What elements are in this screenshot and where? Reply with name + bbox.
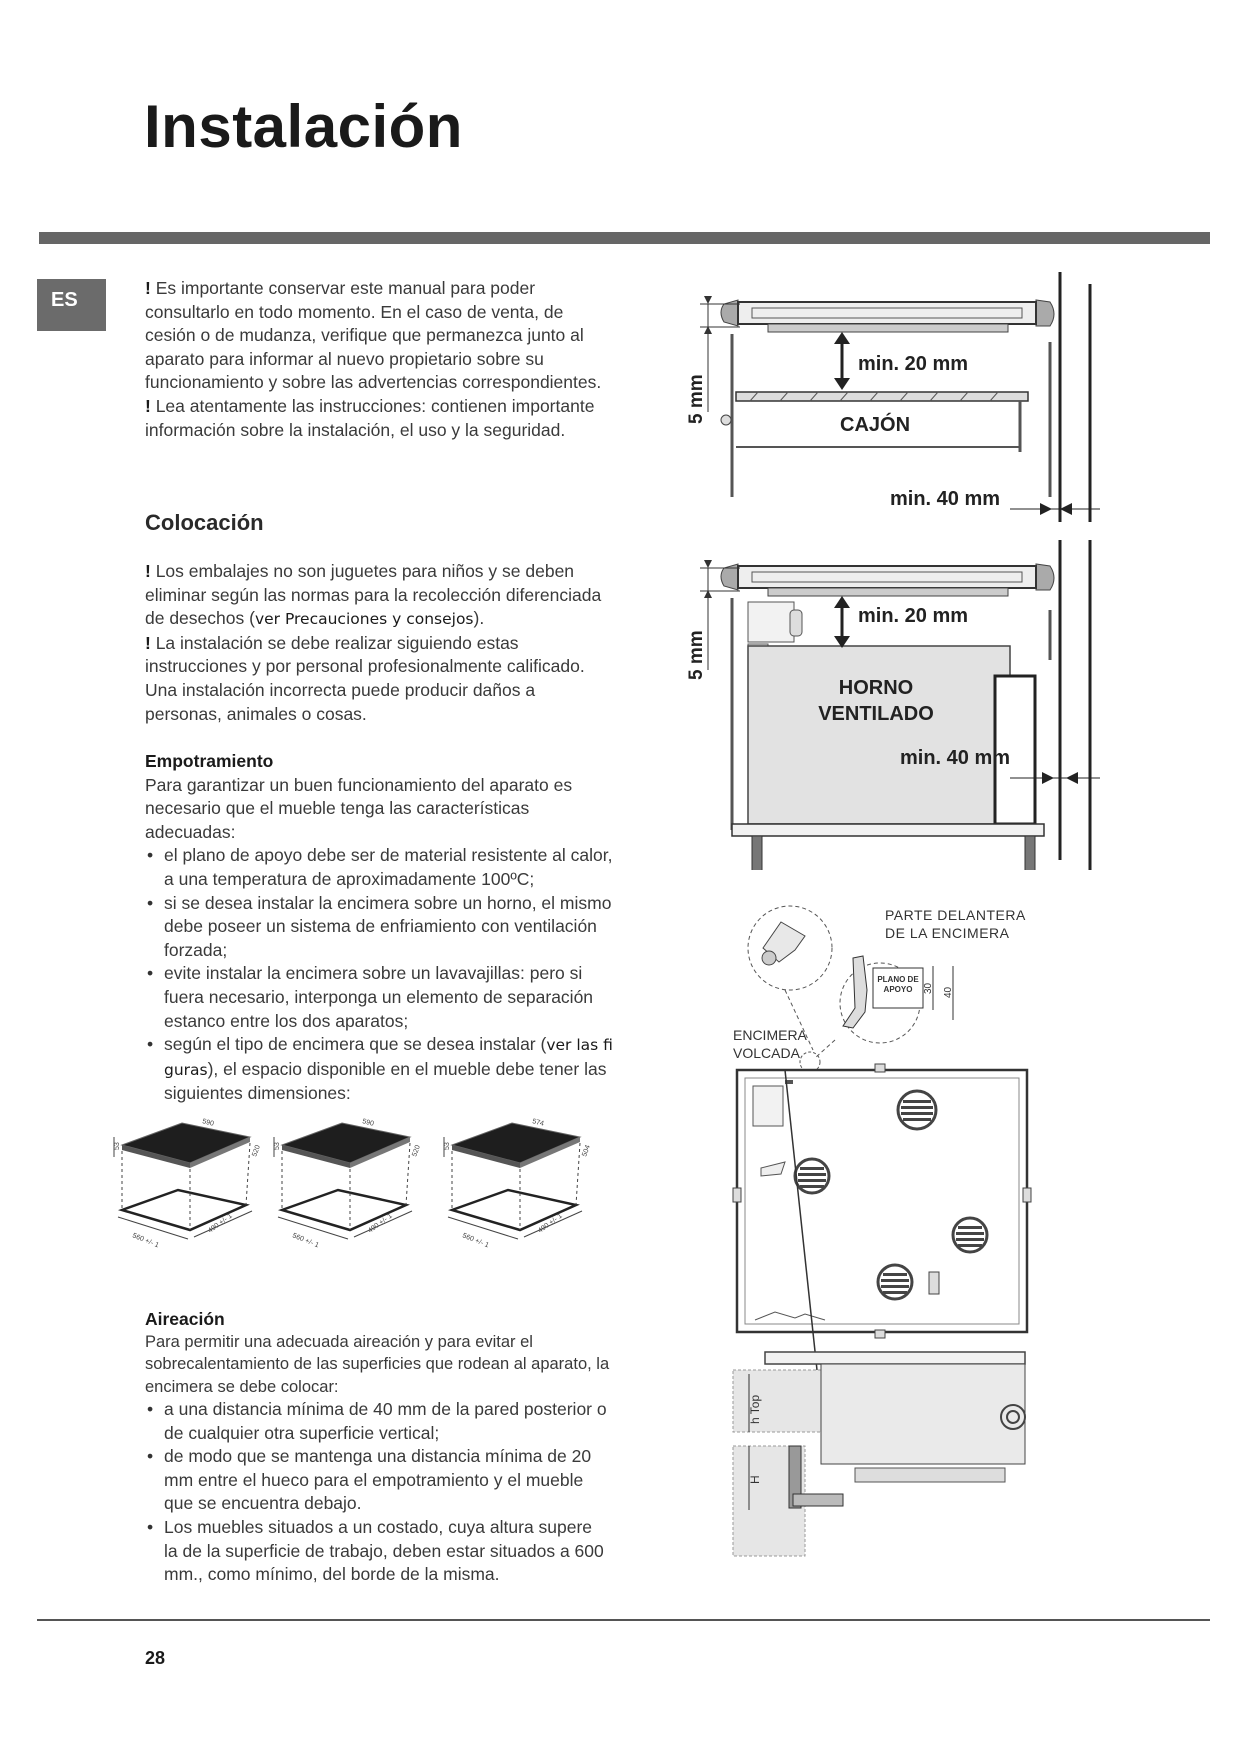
side-gap-label: 5 mm — [686, 374, 707, 424]
drawer-top — [736, 392, 1028, 401]
arrow-down-icon — [834, 378, 850, 390]
bottom-divider — [37, 1619, 1210, 1621]
dashed-guide — [246, 1143, 250, 1205]
hob-body — [738, 302, 1036, 324]
hob-base — [768, 324, 1008, 332]
height-label: 53 — [274, 1142, 281, 1150]
width-label: 590 — [361, 1118, 375, 1128]
cabinet-leg — [1025, 836, 1035, 870]
hob-top-surface — [122, 1123, 250, 1163]
hob-top-surface — [452, 1123, 580, 1163]
arrow-left-icon — [1060, 503, 1072, 515]
front-label-line-1: PARTE DELANTERA — [885, 907, 1026, 923]
figure-fixing-bracket — [725, 900, 1120, 1590]
min-20-label: min. 20 mm — [858, 353, 969, 375]
colocacion-section — [145, 560, 615, 726]
aireacion-section — [145, 1308, 610, 1587]
support-plane-label-2: APOYO — [883, 985, 913, 994]
figure-oven-clearance — [680, 540, 1100, 870]
colocacion-heading: Colocación — [145, 510, 264, 535]
oven-fan — [790, 610, 802, 636]
width-label: 574 — [531, 1118, 545, 1128]
oven-label-line-2: VENTILADO — [818, 703, 934, 725]
min-20-label: min. 20 mm — [858, 605, 969, 627]
list-item: • a una distancia mínima de 40 mm de la pared posterior o de cualquier otra superficie vertical; — [145, 1398, 610, 1445]
hob-diagram-2 — [274, 1118, 422, 1249]
list-item: • evite instalar la encimera sobre un lavavajillas: pero si fuera necesario, interponga un elemento de separación estanco entre los dos aparatos; — [145, 962, 615, 1033]
cutout-width-label: 560 +/- 1 — [461, 1232, 490, 1250]
drawer-label: CAJÓN — [840, 414, 911, 436]
list-item: • el plano de apoyo debe ser de material resistente al calor, a una temperatura de aproximadamente 100ºC; — [145, 844, 615, 891]
list-item-text: según el tipo de encimera que se desea instalar ( — [164, 1034, 547, 1055]
terminal-block — [753, 1086, 783, 1126]
warning-mark: ! — [145, 632, 151, 653]
intro-paragraph-2 — [145, 395, 615, 442]
intro-text-2: Lea atentamente las instrucciones: contienen importante información sobre la instalación, el uso y la seguridad. — [145, 395, 595, 440]
colocacion-paragraph-2 — [145, 632, 615, 726]
arrow-right-icon — [1042, 772, 1054, 784]
warning-mark: ! — [145, 278, 151, 298]
oven-label-line-1: HORNO — [838, 677, 914, 699]
arrow-left-icon — [1066, 772, 1078, 784]
width-label: 590 — [201, 1118, 215, 1128]
front-label-line-2: DE LA ENCIMERA — [885, 925, 1010, 941]
countertop-section — [1036, 564, 1054, 590]
height-label: 53 — [114, 1142, 121, 1150]
hob-section — [821, 1364, 1025, 1464]
page-title: Instalación — [144, 93, 463, 160]
empotramiento-section — [145, 750, 615, 1106]
hob-body — [738, 566, 1036, 588]
warning-mark: ! — [145, 561, 151, 581]
colocacion-text-1-end: ). — [473, 608, 485, 629]
warning-mark: ! — [145, 395, 151, 416]
arrow-up-icon — [834, 596, 850, 608]
H-label: H — [748, 1475, 762, 1484]
aireacion-heading: Aireación — [145, 1309, 225, 1329]
oven-body — [748, 646, 1010, 824]
figure-drawer-clearance — [680, 272, 1100, 532]
colocacion-paragraph-1 — [145, 560, 615, 632]
intro-section — [145, 277, 615, 442]
list-item: • de modo que se mantenga una distancia mínima de 20 mm entre el hueco para el empotramiento y el mueble que se encuentra debajo. — [145, 1445, 610, 1516]
bottom-bracket — [875, 1330, 885, 1338]
hob-frame — [765, 1352, 1025, 1364]
inverted-hob-label-2: VOLCADA — [733, 1045, 800, 1061]
cutout-width-label: 560 +/- 1 — [131, 1232, 160, 1250]
colocacion-text-1: Los embalajes no son juguetes para niños y se deben eliminar según las normas para la recolección diferenciada de desechos ( — [145, 561, 602, 629]
dashed-guide — [576, 1143, 580, 1205]
side-bracket — [1023, 1188, 1031, 1202]
cutout-depth-label: 490 +/- 1 — [207, 1212, 234, 1235]
bracket-screw — [762, 951, 776, 965]
intro-paragraph-1 — [145, 277, 615, 395]
title-divider — [39, 232, 1210, 244]
intro-text-1: Es importante conservar este manual para poder consultarlo en todo momento. En el caso de venta, de cesión o de mudanza, verifique que permanezca junto al aparato para informar al nuevo propietario sobre su funcionamiento y sobre las advertencias correspondientes. — [145, 278, 602, 393]
bracket-profile — [843, 956, 867, 1028]
hob-diagram-3 — [444, 1118, 592, 1249]
bracket-arm — [793, 1494, 843, 1506]
list-item: • Los muebles situados a un costado, cuya altura supere la de la superficie de trabajo, deben estar situados a 600 mm., como mínimo, del borde de la misma. — [145, 1516, 610, 1587]
depth-label: 520 — [411, 1144, 422, 1158]
cross-reference: ver Precauciones y consejos — [254, 610, 474, 629]
countertop-section-top — [733, 1370, 823, 1432]
min-40-label: min. 40 mm — [900, 747, 1011, 769]
arrow-right-icon — [1040, 503, 1052, 515]
empotramiento-intro: Para garantizar un buen funcionamiento del aparato es necesario que el mueble tenga las características adecuadas: — [145, 774, 573, 842]
list-item — [145, 1033, 615, 1106]
dashed-guide — [406, 1143, 410, 1205]
top-bracket — [875, 1064, 885, 1072]
cabinet-leg — [752, 836, 762, 870]
language-tab: ES — [37, 279, 106, 331]
cross-reference: ver las fi guras — [164, 1036, 613, 1079]
colocacion-text-2: La instalación se debe realizar siguiendo estas instrucciones y por personal profesionalmente calificado. Una instalación incorrecta puede producir daños a personas, animales o cosas. — [145, 632, 585, 724]
drawer-knob — [721, 415, 731, 425]
list-item-text-end: ), el espacio disponible en el mueble debe tener las siguientes dimensiones: — [164, 1058, 607, 1104]
countertop-section — [1036, 300, 1054, 326]
empotramiento-heading: Empotramiento — [145, 751, 274, 771]
gas-pipe — [855, 1468, 1005, 1482]
hob-cutout-diagrams — [110, 1115, 620, 1290]
empotramiento-list — [145, 844, 615, 1106]
cutout-depth-label: 490 +/- 1 — [367, 1212, 394, 1235]
page-number: 28 — [145, 1648, 166, 1668]
dimension-30-label: 30 — [923, 982, 934, 994]
dimension-40-label: 40 — [943, 986, 954, 998]
cutout-depth-label: 490 +/- 1 — [537, 1212, 564, 1235]
aireacion-list — [145, 1398, 610, 1587]
height-label: 53 — [444, 1142, 451, 1150]
h-top-label: h Top — [748, 1394, 762, 1424]
cabinet-base — [732, 824, 1044, 836]
hob-diagram-1 — [114, 1118, 262, 1249]
depth-label: 520 — [251, 1144, 262, 1158]
oven-fan-housing — [748, 602, 794, 642]
depth-label: 504 — [581, 1144, 592, 1158]
support-plane-label-1: PLANO DE — [877, 975, 919, 984]
arrow-icon — [704, 560, 712, 568]
arrow-up-icon — [834, 332, 850, 344]
hob-base — [768, 588, 1008, 596]
inverted-hob-label-1: ENCIMERA — [733, 1027, 807, 1043]
list-item: • si se desea instalar la encimera sobre un horno, el mismo debe poseer un sistema de enfriamiento con ventilación forzada; — [145, 892, 615, 963]
igniter — [929, 1272, 939, 1294]
side-bracket — [733, 1188, 741, 1202]
aireacion-intro: Para permitir una adecuada aireación y para evitar el sobrecalentamiento de las superficies que rodean al aparato, la encimera se debe colocar: — [145, 1332, 610, 1396]
cutout-width-label: 560 +/- 1 — [291, 1232, 320, 1250]
hob-top-surface — [282, 1123, 410, 1163]
min-40-label: min. 40 mm — [890, 488, 1001, 510]
side-gap-label: 5 mm — [686, 630, 707, 680]
arrow-icon — [704, 296, 712, 304]
